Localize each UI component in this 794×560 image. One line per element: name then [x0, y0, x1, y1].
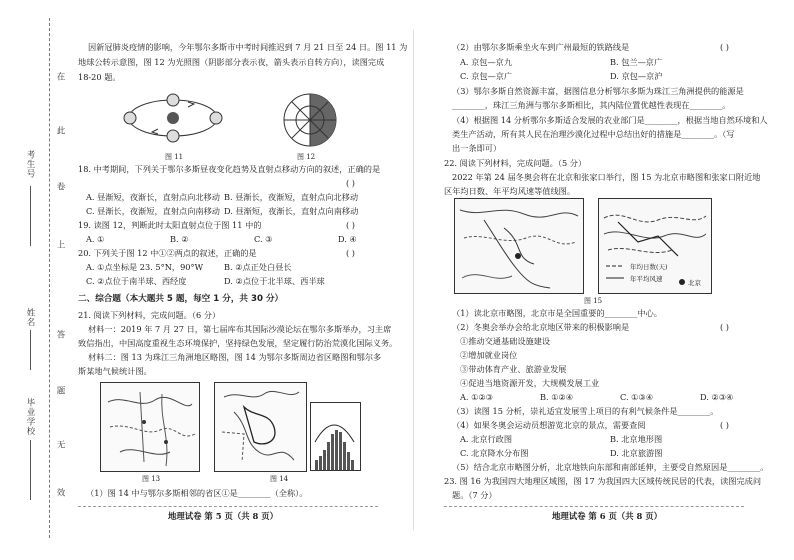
q22-part-2-item-3: ③带动体育产业、旅游业发展	[460, 364, 567, 374]
q18-option-a[interactable]: A. 昼渐短，夜渐长，直射点向北移动	[86, 192, 220, 202]
figure-15-legend-days: 年均日数(天)	[630, 263, 668, 271]
q21-stem: 21. 阅读下列材料，完成问题。（6 分）	[78, 310, 221, 320]
q21-material-1-line-2: 致信指出，中国高度重视生态环境保护，坚持绿色发展，坚定履行防治荒漠化国际义务。	[78, 338, 398, 348]
section-2-heading: 二、综合题（本大题共 5 题，每空 1 分，共 30 分）	[78, 294, 284, 304]
page-fold	[413, 30, 414, 530]
q19-option-c[interactable]: C. ③	[254, 234, 273, 244]
q22-part-2-option-d[interactable]: D. ②③④	[700, 392, 734, 402]
figure-12-illumination	[280, 90, 340, 152]
figure-13-caption: 图 13	[142, 475, 161, 483]
left-page-footer: 地理试卷 第 5 页（共 8 页）	[168, 511, 278, 521]
right-page-divider	[444, 506, 744, 507]
q21-part-2-option-c[interactable]: C. 京包—京广	[460, 71, 513, 81]
q22-part-5: （5）结合北京市略图分析，北京地铁向东部和南部延伸，主要受自然原因是________。	[452, 462, 769, 472]
q19-option-b[interactable]: B. ②	[170, 234, 189, 244]
q20-option-c[interactable]: C. ②点位于南半球、西经度	[86, 276, 187, 286]
side-char-ci: 此	[55, 126, 65, 136]
figure-15-caption: 图 15	[584, 297, 603, 305]
q21-part-2-option-d[interactable]: D. 京包—京沪	[610, 71, 663, 81]
q22-material-line-2: 区年均日数、年平均风速等值线图。	[444, 186, 576, 196]
q18-stem: 18. 中考期间，下列关于鄂尔多斯昼夜变化趋势及直射点移动方向的叙述，正确的是	[78, 164, 381, 174]
name-line[interactable]	[30, 330, 31, 370]
q19-stem: 19. 读图 12，判断此时太阳直射点位于图 11 中的	[78, 220, 262, 230]
q18-answer-paren[interactable]: ( )	[346, 178, 355, 188]
q22-part-4-option-a[interactable]: A. 北京行政图	[460, 434, 513, 444]
q21-part-2-option-a[interactable]: A. 京包—京九	[460, 57, 513, 67]
side-char-zai: 在	[55, 72, 65, 82]
figure-15-legend-wind: 年平均风速	[630, 275, 663, 283]
name-label: 姓名	[25, 308, 35, 327]
q18-option-c[interactable]: C. 昼渐长，夜渐短，直射点向南移动	[86, 206, 220, 216]
school-line[interactable]	[30, 440, 31, 500]
side-char-xiao: 效	[55, 488, 65, 498]
q20-option-d[interactable]: D. ②点位于北半球、西半球	[224, 276, 325, 286]
q21-material-2-line-1: 材料二：图 13 为珠江三角洲地区略图，图 14 为鄂尔多斯周边省区略图和鄂尔多	[88, 352, 382, 362]
q19-answer-paren[interactable]: ( )	[346, 220, 355, 230]
q21-part-4-line-1: （4）根据图 14 分析鄂尔多斯适合发展的农业部门是________，根据当地自然环境和人	[452, 115, 768, 125]
q22-part-1: （1）读北京市略图，北京市是全国重要的________中心。	[452, 308, 662, 318]
side-char-da: 答	[55, 330, 65, 340]
figure-12-caption: 图 12	[297, 153, 316, 161]
q22-part-3: （3）读图 15 分析，崇礼适宜发展雪上项目的有利气候条件是________。	[452, 406, 719, 416]
q20-option-b[interactable]: B. ②点正处白昼长	[224, 262, 292, 272]
right-page-footer: 地理试卷 第 6 页（共 8 页）	[552, 511, 662, 521]
q22-part-2-item-4: ④促进当地资源开发，大规模发展工业	[460, 378, 600, 388]
q20-option-a[interactable]: A. ①点坐标是 23. 5°N，90°W	[86, 262, 204, 272]
side-char-juan: 卷	[55, 182, 65, 192]
q21-part-2: （2）由鄂尔多斯乘坐火车到广州最短的铁路线是	[452, 42, 630, 52]
q22-part-2-option-c[interactable]: C. ①③④	[620, 392, 654, 402]
q22-stem: 22. 阅读下列材料，完成问题。（5 分）	[444, 158, 587, 168]
exam-number-line[interactable]	[30, 186, 31, 246]
q19-option-a[interactable]: A. ①	[86, 234, 105, 244]
q21-part-3-line-1: （3）鄂尔多斯自然资源丰富，据图信息分析鄂尔多斯为珠江三角洲提供的能源是	[452, 86, 744, 96]
q22-part-2-item-1: ①推动交通基础设施建设	[460, 336, 551, 346]
q22-part-4-option-c[interactable]: C. 北京降水分布图	[460, 448, 529, 458]
q21-material-2-line-2: 斯某地气候统计图。	[78, 366, 152, 376]
q23-stem-line-2: 题。（7 分）	[452, 490, 497, 500]
q22-part-4: （4）如果冬奥会运动员想游览北京的景点，需要查阅	[452, 420, 646, 430]
figure-14-caption: 图 14	[270, 475, 289, 483]
binding-dashed-line	[49, 18, 50, 538]
q22-part-2-paren[interactable]: ( )	[720, 322, 729, 332]
figure-11-caption: 图 11	[165, 153, 184, 161]
school-label: 毕业学校	[25, 398, 35, 436]
q21-part-1: （1）图 14 中与鄂尔多斯相邻的省区①是________（全称）。	[86, 488, 308, 498]
intro-line-1: 因新冠肺炎疫情的影响，今年鄂尔多斯市中考时间推迟到 7 月 21 日至 24 日。图 11 为	[88, 42, 408, 52]
q20-answer-paren[interactable]: ( )	[346, 248, 355, 258]
q20-stem: 20. 下列关于图 12 中①②两点的叙述，正确的是	[78, 248, 257, 258]
side-char-shang: 上	[55, 240, 65, 250]
q18-option-b[interactable]: B. 昼渐长，夜渐短，直射点向北移动	[224, 192, 359, 202]
left-page-divider	[78, 506, 378, 507]
q22-part-4-option-b[interactable]: B. 北京地形图	[610, 434, 663, 444]
figure-13-pearl-river-delta-map	[100, 382, 200, 472]
figure-15-legend-beijing: 北京	[688, 279, 701, 287]
exam-number-label: 考生号	[25, 150, 35, 179]
figure-14-ordos-map-and-climate	[214, 382, 362, 472]
figure-15-beijing-map	[454, 198, 584, 294]
q18-option-d[interactable]: D. 昼渐短，夜渐长，直射点向南移动	[224, 206, 359, 216]
q22-part-4-paren[interactable]: ( )	[720, 420, 729, 430]
q21-part-2-paren[interactable]: ( )	[720, 42, 729, 52]
intro-line-3: 18-20 题。	[78, 72, 121, 82]
q21-part-4-line-2: 类生产活动，所有其人民在治理沙漠化过程中总结出好的措施是________。（写	[452, 129, 735, 139]
q21-material-1-line-1: 材料一：2019 年 7 月 27 日，第七届库布其国际沙漠论坛在鄂尔多斯举办，习主席	[88, 324, 392, 334]
intro-line-2: 地球公转示意图，图 12 为光照图（阴影部分表示夜，箭头表示自转方向），读图完成	[78, 57, 385, 67]
q22-material-line-1: 2022 年第 24 届冬奥会将在北京和张家口举行，图 15 为北京市略图和张家口附近地	[452, 172, 761, 182]
q22-part-2: （2）冬奥会举办会给北京地区带来的积极影响是	[452, 322, 630, 332]
q21-part-4-line-3: 出一条即可）	[452, 143, 502, 153]
q19-option-d[interactable]: D. ④	[338, 234, 357, 244]
figure-11-orbit	[118, 90, 228, 152]
q21-part-2-option-b[interactable]: B. 包兰—京广	[610, 57, 663, 67]
q22-part-4-option-d[interactable]: D. 北京旅游图	[610, 448, 663, 458]
q21-part-3-line-2: ________，珠江三角洲与鄂尔多斯相比，其内陆位置优越性表现在________。	[452, 100, 731, 110]
q22-part-2-option-a[interactable]: A. ①②③	[460, 392, 494, 402]
q22-part-2-item-2: ②增加就业岗位	[460, 350, 518, 360]
side-char-wu: 无	[55, 440, 65, 450]
side-char-ti: 题	[55, 386, 65, 396]
q22-part-2-option-b[interactable]: B. ①②④	[540, 392, 574, 402]
q23-stem-line-1: 23. 图 16 为我国四大地理区域图，图 17 为我国四大区域传统民居的代表，读图完成问	[444, 476, 762, 486]
